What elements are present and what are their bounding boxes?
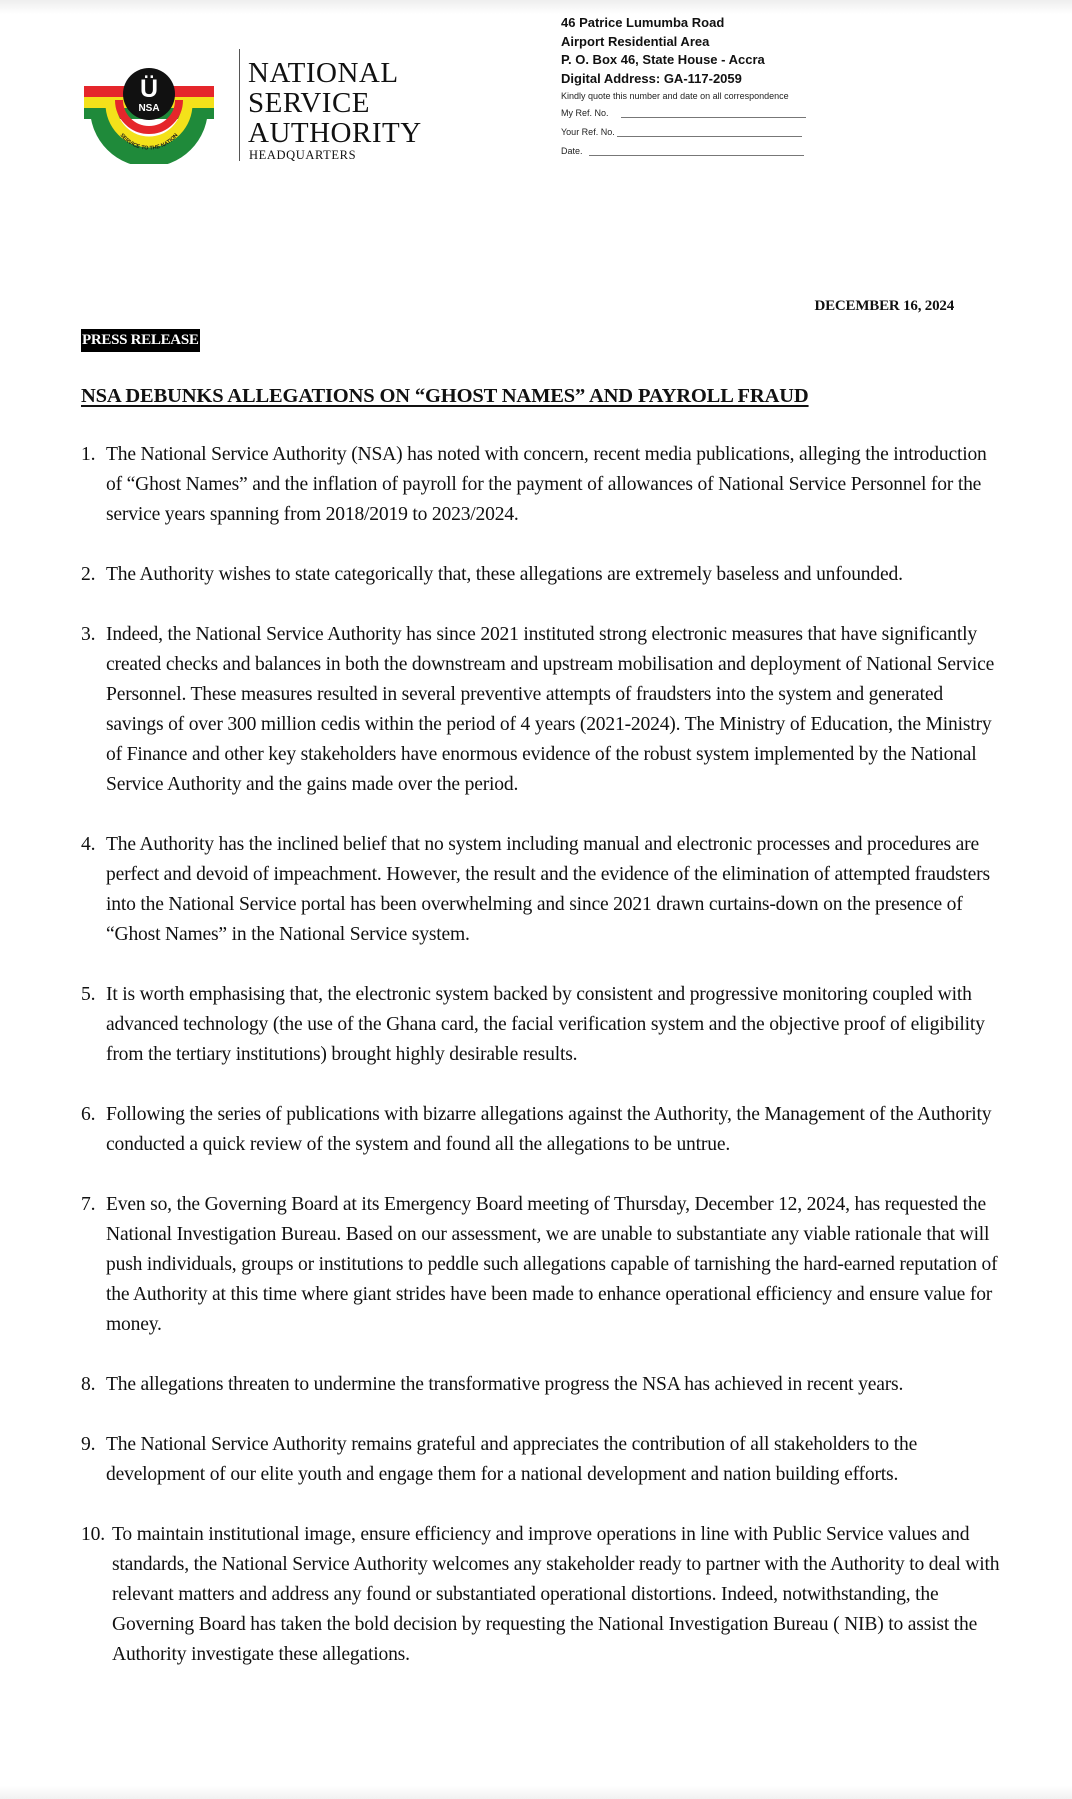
item-number: 8.: [81, 1374, 96, 1395]
item-number: 3.: [81, 624, 96, 645]
statement-list: [81, 440, 1001, 1700]
release-date: DECEMBER 16, 2024: [814, 298, 954, 314]
page-bottom-edge: [0, 1786, 1072, 1799]
address-line: P. O. Box 46, State House - Accra: [561, 52, 765, 67]
address-block: [561, 14, 765, 88]
logo-divider: [239, 49, 240, 161]
item-text: Even so, the Governing Board at its Emergency Board meeting of Thursday, December 12, 2024, has requested the National Investigation Bureau. Based on our assessment, we are unable to substantiate any viable rationale that will push individuals, groups or institutions to peddle such allegations capable of tarnishing the hard-earned reputation of the Authority at this time where giant strides have been made to enhance operational efficiency and ensure value for money.: [106, 1194, 998, 1335]
list-item: [81, 440, 1001, 530]
item-number: 9.: [81, 1434, 96, 1455]
your-ref-label: Your Ref. No.: [561, 127, 615, 137]
address-line: Airport Residential Area: [561, 33, 710, 49]
press-release-badge: PRESS RELEASE: [81, 329, 200, 352]
date-field-label: Date.: [561, 146, 583, 156]
item-text: The Authority has the inclined belief that no system including manual and electronic processes and procedures are perfect and devoid of impeachment. However, the result and the evidence of the elimination of attempted fraudsters into the National Service portal has been overwhelming and since 2021 drawn curtains-down on the presence of “Ghost Names” in the National Service system.: [106, 834, 990, 945]
list-item: [81, 1100, 1001, 1160]
my-ref-line: [621, 116, 806, 118]
item-number: 4.: [81, 834, 96, 855]
date-field-line: [589, 154, 804, 156]
item-number: 5.: [81, 984, 96, 1005]
item-text: Following the series of publications with bizarre allegations against the Authority, the Management of the Authority conducted a quick review of the system and found all the allegations to be untrue.: [106, 1104, 992, 1155]
item-text: The allegations threaten to undermine the transformative progress the NSA has achieved in recent years.: [106, 1374, 904, 1395]
item-text: It is worth emphasising that, the electronic system backed by consistent and progressive monitoring coupled with advanced technology (the use of the Ghana card, the facial verification system and the objective proof of eligibility from the tertiary institutions) brought highly desirable results.: [106, 984, 985, 1065]
item-number: 7.: [81, 1194, 96, 1215]
list-item: [81, 1370, 1001, 1400]
org-subtitle: HEADQUARTERS: [249, 148, 357, 162]
list-item: [81, 560, 1001, 590]
item-text: Indeed, the National Service Authority has since 2021 instituted strong electronic measures that have significantly created checks and balances in both the downstream and upstream mobilisation and deployment of National Service Personnel. These measures resulted in several preventive attempts of fraudsters into the system and generated savings of over 300 million cedis within the period of 4 years (2021-2024). The Ministry of Education, the Ministry of Finance and other key stakeholders have enormous evidence of the robust system implemented by the National Service Authority and the gains made over the period.: [106, 624, 995, 795]
org-name-line: SERVICE: [248, 87, 371, 119]
svg-text:NSA: NSA: [138, 103, 160, 114]
date-field: [561, 146, 804, 156]
org-name-line: AUTHORITY: [248, 117, 422, 149]
headline: NSA DEBUNKS ALLEGATIONS ON “GHOST NAMES” AND PAYROLL FRAUD: [81, 385, 809, 407]
item-number: 6.: [81, 1104, 96, 1125]
item-number: 1.: [81, 444, 96, 465]
org-name-line: NATIONAL: [248, 57, 399, 89]
org-name: [248, 58, 422, 148]
item-number: 10.: [81, 1524, 105, 1545]
item-text: The National Service Authority (NSA) has noted with concern, recent media publications, alleging the introduction of “Ghost Names” and the inflation of payroll for the payment of allowances of National Service Personnel for the service years spanning from 2018/2019 to 2023/2024.: [106, 444, 987, 525]
list-item: [81, 620, 1001, 800]
quote-note: Kindly quote this number and date on all correspondence: [561, 91, 789, 101]
your-ref-field: [561, 127, 802, 137]
svg-text:Ü: Ü: [139, 75, 159, 103]
address-line: Digital Address: GA-117-2059: [561, 70, 742, 86]
item-text: The National Service Authority remains grateful and appreciates the contribution of all stakeholders to the development of our elite youth and engage them for a national development and nation building efforts.: [106, 1434, 918, 1485]
your-ref-line: [617, 135, 802, 137]
item-number: 2.: [81, 564, 96, 585]
my-ref-field: [561, 108, 806, 118]
list-item: [81, 830, 1001, 950]
svg-text:SERVICE TO THE NATION: SERVICE TO THE NATION: [118, 132, 180, 152]
list-item: [81, 980, 1001, 1070]
page-top-edge: [0, 0, 1072, 14]
list-item: [81, 1430, 1001, 1490]
address-line: 46 Patrice Lumumba Road: [561, 15, 725, 30]
list-item: [81, 1190, 1001, 1340]
item-text: To maintain institutional image, ensure efficiency and improve operations in line with Public Service values and standards, the National Service Authority welcomes any stakeholder ready to partner with the Authority to deal with relevant matters and address any found or substantiated operational distortions. Indeed, notwithstanding, the Governing Board has taken the bold decision by requesting the National Investigation Bureau ( NIB) to assist the Authority investigate these allegations.: [112, 1524, 1000, 1665]
my-ref-label: My Ref. No.: [561, 108, 609, 118]
item-text: The Authority wishes to state categorically that, these allegations are extremely baseless and unfounded.: [106, 564, 903, 585]
nsa-logo-icon: [84, 64, 214, 164]
list-item: [81, 1520, 1001, 1670]
